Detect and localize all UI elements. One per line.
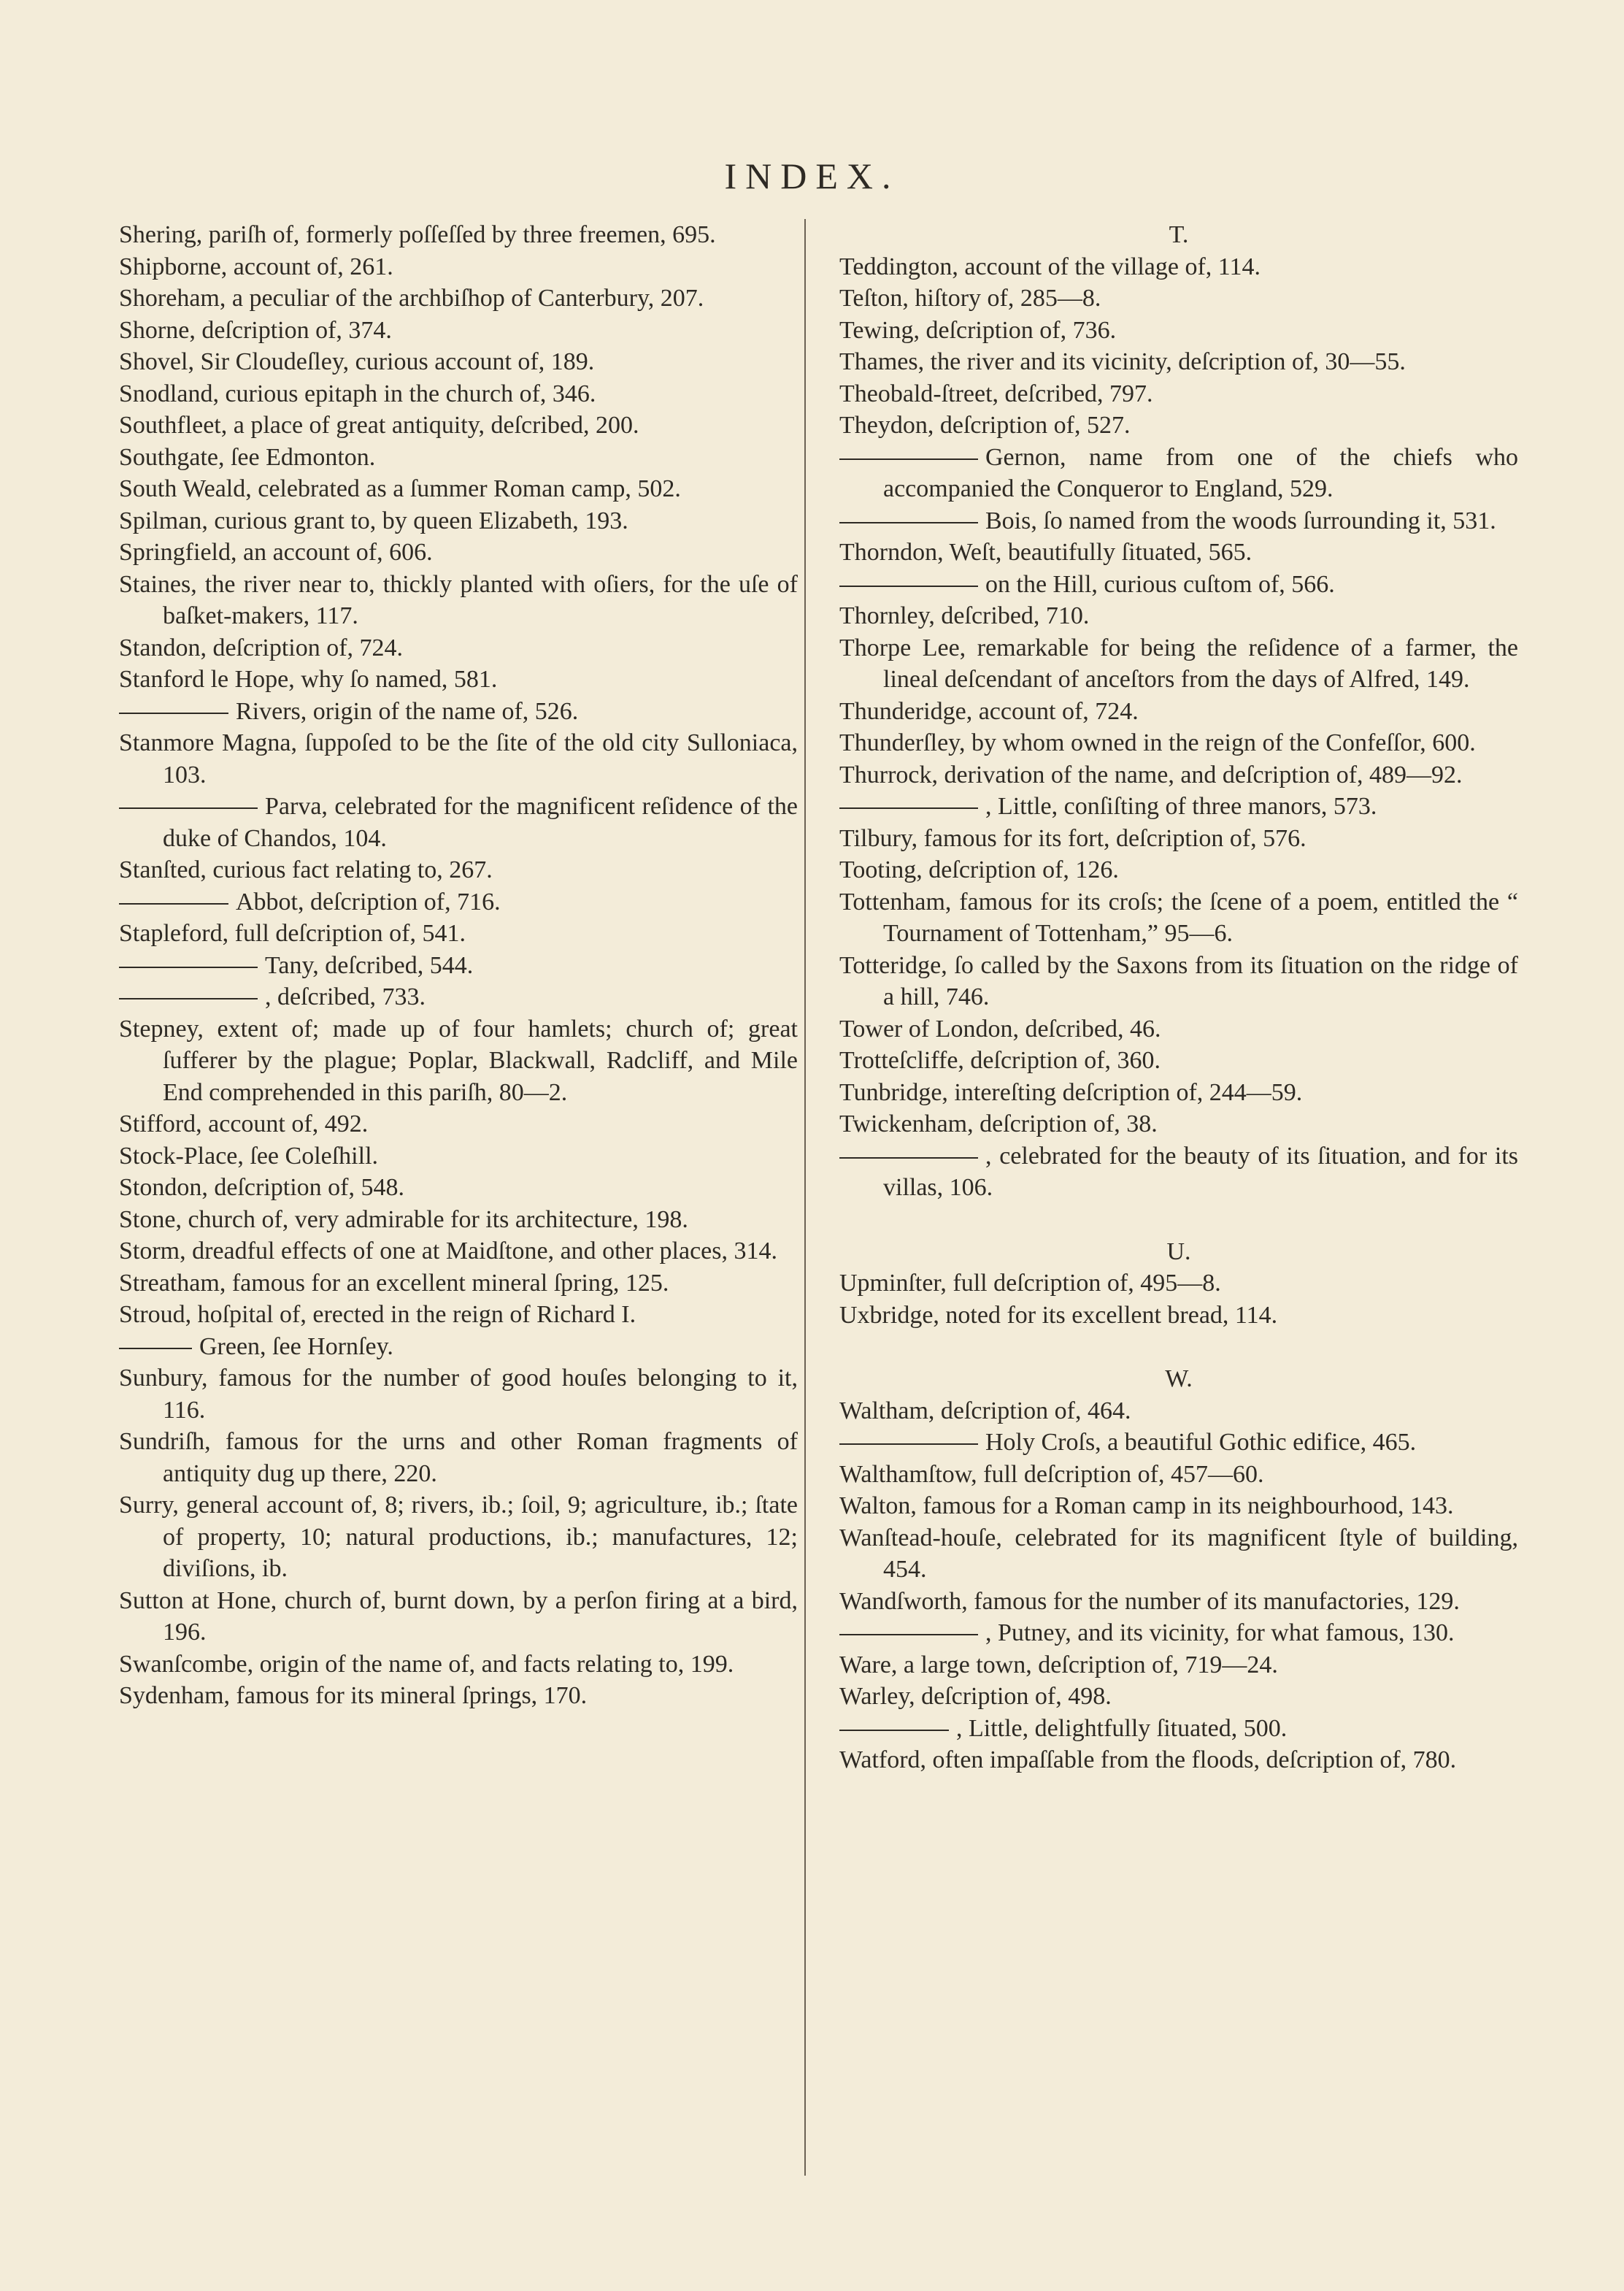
entry-text: Springfield, an account of, 606. bbox=[119, 539, 433, 566]
ditto-dash bbox=[119, 807, 258, 809]
index-entry bbox=[119, 1204, 798, 1236]
section-letter: U. bbox=[1166, 1237, 1191, 1265]
entry-text: Tany, deſcribed, 544. bbox=[265, 951, 474, 979]
index-entry bbox=[839, 1617, 1518, 1649]
entry-text: Abbot, deſcription of, 716. bbox=[236, 888, 501, 916]
entry-text: Stroud, hoſpital of, erected in the reign of Richard I. bbox=[119, 1301, 636, 1328]
entry-text: , deſcribed, 733. bbox=[265, 983, 426, 1010]
index-entry bbox=[839, 283, 1518, 315]
index-entry bbox=[119, 918, 798, 950]
entry-text: Holy Croſs, a beautiful Gothic edifice, 465. bbox=[985, 1429, 1417, 1456]
page-header: INDEX. bbox=[724, 156, 900, 196]
index-entry bbox=[119, 1331, 798, 1363]
index-entry bbox=[119, 346, 798, 378]
index-entry bbox=[119, 1299, 798, 1331]
index-entry bbox=[839, 759, 1518, 791]
index-entry bbox=[839, 823, 1518, 855]
entry-text: Thorndon, Weſt, beautifully ſituated, 565. bbox=[839, 539, 1252, 566]
index-entry bbox=[119, 442, 798, 474]
entry-text: Shorne, deſcription of, 374. bbox=[119, 316, 392, 344]
index-entry bbox=[119, 1140, 798, 1173]
entry-text: Shering, pariſh of, formerly poſſeſſed by three freemen, 695. bbox=[119, 221, 716, 248]
entry-text: Stapleford, full deſcription of, 541. bbox=[119, 920, 466, 947]
entry-text: Theydon, deſcription of, 527. bbox=[839, 412, 1131, 439]
entry-text: Wandſworth, famous for the number of its manufactories, 129. bbox=[839, 1587, 1460, 1615]
ditto-dash bbox=[839, 807, 978, 809]
entry-text: Sundriſh, famous for the urns and other Roman fragments of antiquity dug up there, 220. bbox=[119, 1428, 798, 1487]
index-entry bbox=[839, 1681, 1518, 1713]
index-entry bbox=[839, 1108, 1518, 1140]
section-gap bbox=[839, 1204, 1518, 1236]
index-entry bbox=[119, 537, 798, 569]
entry-text: Teddington, account of the village of, 114. bbox=[839, 253, 1261, 280]
index-entry bbox=[119, 632, 798, 664]
section-letter: T. bbox=[1169, 221, 1189, 248]
index-entry bbox=[839, 1713, 1518, 1745]
entry-text: Walton, famous for a Roman camp in its neighbourhood, 143. bbox=[839, 1492, 1454, 1519]
entry-text: Storm, dreadful effects of one at Maidſtone, and other places, 314. bbox=[119, 1237, 777, 1265]
index-entry bbox=[119, 251, 798, 283]
entry-text: Theobald-ſtreet, deſcribed, 797. bbox=[839, 380, 1153, 407]
index-entry bbox=[119, 283, 798, 315]
index-entry bbox=[119, 219, 798, 251]
entry-text: Stifford, account of, 492. bbox=[119, 1110, 369, 1137]
index-entry bbox=[119, 315, 798, 347]
entry-text: Waltham, deſcription of, 464. bbox=[839, 1397, 1131, 1424]
entry-text: , Little, delightfully ſituated, 500. bbox=[956, 1714, 1288, 1742]
index-entry bbox=[839, 1427, 1518, 1459]
entry-text: Sutton at Hone, church of, burnt down, by a perſon firing at a bird, 196. bbox=[119, 1586, 798, 1646]
index-entry bbox=[839, 600, 1518, 632]
index-entry bbox=[119, 1235, 798, 1267]
index-entry bbox=[119, 1426, 798, 1489]
index-entry bbox=[839, 1140, 1518, 1204]
index-entry bbox=[839, 854, 1518, 886]
index-entry bbox=[119, 1013, 798, 1109]
index-entry bbox=[839, 1744, 1518, 1776]
entry-text: Tottenham, famous for its croſs; the ſcene of a poem, entitled the “ Tournament of Tottenham,” 95—6. bbox=[839, 888, 1518, 947]
index-entry bbox=[119, 378, 798, 410]
entry-text: Swanſcombe, origin of the name of, and facts relating to, 199. bbox=[119, 1650, 734, 1678]
entry-text: Thunderſley, by whom owned in the reign of the Confeſſor, 600. bbox=[839, 729, 1476, 756]
ditto-dash bbox=[839, 522, 978, 523]
entry-text: Ware, a large town, deſcription of, 719—24. bbox=[839, 1651, 1278, 1678]
index-entry bbox=[839, 505, 1518, 537]
entry-text: Tewing, deſcription of, 736. bbox=[839, 316, 1117, 344]
entry-text: , Putney, and its vicinity, for what famous, 130. bbox=[985, 1619, 1455, 1646]
entry-text: Southgate, ſee Edmonton. bbox=[119, 443, 376, 471]
ditto-dash bbox=[839, 458, 978, 460]
index-entry bbox=[839, 442, 1518, 505]
entry-text: Streatham, famous for an excellent mineral ſpring, 125. bbox=[119, 1269, 669, 1297]
entry-text: Thornley, deſcribed, 710. bbox=[839, 602, 1090, 629]
entry-text: Teſton, hiſtory of, 285—8. bbox=[839, 285, 1101, 312]
ditto-dash bbox=[119, 998, 258, 999]
index-entry bbox=[839, 1490, 1518, 1522]
entry-text: Southfleet, a place of great antiquity, deſcribed, 200. bbox=[119, 412, 639, 439]
ditto-dash bbox=[839, 586, 978, 587]
ditto-dash bbox=[119, 903, 228, 905]
entry-text: Rivers, origin of the name of, 526. bbox=[236, 697, 579, 725]
ditto-dash bbox=[119, 713, 228, 714]
entry-text: Tooting, deſcription of, 126. bbox=[839, 856, 1119, 883]
index-entry bbox=[839, 1300, 1518, 1332]
index-entry bbox=[839, 1586, 1518, 1618]
entry-text: Surry, general account of, 8; rivers, ib.; ſoil, 9; agriculture, ib.; ſtate of property, 10; natural productions, ib.; manufactures, 12; diviſions, ib. bbox=[119, 1492, 798, 1582]
index-entry bbox=[839, 537, 1518, 569]
index-entry bbox=[119, 1108, 798, 1140]
index-entry bbox=[119, 473, 798, 505]
entry-text: Parva, celebrated for the magnificent reſidence of the duke of Chandos, 104. bbox=[163, 793, 798, 852]
index-entry bbox=[839, 1459, 1518, 1491]
entry-text: Stanſted, curious fact relating to, 267. bbox=[119, 856, 493, 883]
ditto-dash bbox=[839, 1443, 978, 1445]
entry-text: Thunderidge, account of, 724. bbox=[839, 697, 1139, 725]
entry-text: Stondon, deſcription of, 548. bbox=[119, 1174, 404, 1201]
entry-text: Green, ſee Hornſey. bbox=[199, 1332, 393, 1360]
index-entry bbox=[839, 346, 1518, 378]
entry-text: Sydenham, famous for its mineral ſprings, 170. bbox=[119, 1682, 588, 1709]
index-entry bbox=[839, 950, 1518, 1013]
index-entry bbox=[119, 696, 798, 728]
entry-text: Stock-Place, ſee Coleſhill. bbox=[119, 1142, 379, 1170]
entry-text: Stone, church of, very admirable for its architecture, 198. bbox=[119, 1205, 688, 1233]
entry-text: Totteridge, ſo called by the Saxons from its ſituation on the ridge of a hill, 746. bbox=[839, 951, 1518, 1010]
entry-text: Stepney, extent of; made up of four hamlets; church of; great ſufferer by the plague; Poplar, Blackwall, Radcliff, and Mile End comprehended in this pariſh, 80—2. bbox=[119, 1015, 798, 1106]
index-entry bbox=[839, 886, 1518, 950]
index-entry bbox=[119, 569, 798, 632]
index-entry bbox=[839, 1077, 1518, 1109]
entry-text: Tunbridge, intereſting deſcription of, 244—59. bbox=[839, 1078, 1303, 1106]
index-entry bbox=[839, 1649, 1518, 1681]
index-entry bbox=[839, 791, 1518, 823]
ditto-dash bbox=[119, 1348, 192, 1349]
index-entry bbox=[839, 569, 1518, 601]
entry-text: Shoreham, a peculiar of the archbiſhop of Canterbury, 207. bbox=[119, 285, 704, 312]
index-entry bbox=[119, 727, 798, 791]
entry-text: Tower of London, deſcribed, 46. bbox=[839, 1015, 1161, 1043]
entry-text: Walthamſtow, full deſcription of, 457—60. bbox=[839, 1460, 1264, 1488]
entry-text: Standon, deſcription of, 724. bbox=[119, 634, 404, 661]
section-letter: W. bbox=[1165, 1365, 1193, 1392]
entry-text: Shovel, Sir Cloudeſley, curious account of, 189. bbox=[119, 348, 595, 375]
ditto-dash bbox=[839, 1157, 978, 1159]
index-entry bbox=[119, 505, 798, 537]
entry-text: Thorpe Lee, remarkable for being the reſidence of a farmer, the lineal deſcendant of anceſtors from the days of Alfred, 149. bbox=[839, 634, 1518, 693]
ditto-dash bbox=[839, 1634, 978, 1635]
index-entry bbox=[119, 410, 798, 442]
entry-text: Sunbury, famous for the number of good houſes belonging to it, 116. bbox=[119, 1365, 798, 1424]
index-entry bbox=[839, 378, 1518, 410]
index-entry bbox=[119, 1172, 798, 1204]
entry-text: Gernon, name from one of the chiefs who accompanied the Conqueror to England, 529. bbox=[883, 443, 1518, 502]
entry-text: Tilbury, famous for its fort, deſcription of, 576. bbox=[839, 824, 1306, 852]
index-entry bbox=[839, 1395, 1518, 1427]
index-entry bbox=[119, 1649, 798, 1681]
index-entry bbox=[119, 1489, 798, 1585]
index-entry bbox=[119, 1680, 798, 1712]
column-divider bbox=[804, 219, 806, 2176]
index-entry bbox=[119, 950, 798, 982]
entry-text: Staines, the river near to, thickly planted with oſiers, for the uſe of baſket-makers, 117. bbox=[119, 570, 798, 629]
entry-text: Stanmore Magna, ſuppoſed to be the ſite of the old city Sulloniaca, 103. bbox=[119, 729, 798, 788]
entry-text: Snodland, curious epitaph in the church of, 346. bbox=[119, 380, 596, 407]
index-entry bbox=[839, 727, 1518, 759]
entry-text: South Weald, celebrated as a ſummer Roman camp, 502. bbox=[119, 475, 681, 502]
index-entry bbox=[839, 1522, 1518, 1586]
entry-text: , Little, conſiſting of three manors, 573. bbox=[985, 793, 1377, 820]
entry-text: Stanford le Hope, why ſo named, 581. bbox=[119, 666, 498, 693]
index-entry bbox=[119, 886, 798, 918]
entry-text: Wanſtead-houſe, celebrated for its magnificent ſtyle of building, 454. bbox=[839, 1524, 1518, 1583]
entry-text: Warley, deſcription of, 498. bbox=[839, 1683, 1112, 1710]
index-entry bbox=[839, 632, 1518, 696]
index-entry bbox=[839, 1045, 1518, 1077]
index-entry bbox=[839, 410, 1518, 442]
index-entry bbox=[119, 1267, 798, 1300]
index-entry bbox=[119, 981, 798, 1013]
entry-text: Upminſter, full deſcription of, 495—8. bbox=[839, 1270, 1221, 1297]
index-entry bbox=[119, 854, 798, 886]
entry-text: , celebrated for the beauty of its ſituation, and for its villas, 106. bbox=[883, 1142, 1518, 1201]
index-entry bbox=[119, 1362, 798, 1426]
ditto-dash bbox=[119, 967, 258, 968]
entry-text: Spilman, curious grant to, by queen Elizabeth, 193. bbox=[119, 507, 628, 534]
index-column-right bbox=[839, 219, 1518, 1776]
index-entry bbox=[839, 696, 1518, 728]
index-entry bbox=[119, 791, 798, 854]
index-entry bbox=[119, 664, 798, 696]
entry-text: Thurrock, derivation of the name, and deſcription of, 489—92. bbox=[839, 761, 1463, 788]
index-entry bbox=[839, 251, 1518, 283]
entry-text: Watford, often impaſſable from the floods, deſcription of, 780. bbox=[839, 1746, 1457, 1773]
entry-text: on the Hill, curious cuſtom of, 566. bbox=[985, 570, 1335, 598]
entry-text: Twickenham, deſcription of, 38. bbox=[839, 1110, 1158, 1137]
entry-text: Bois, ſo named from the woods ſurrounding it, 531. bbox=[985, 507, 1496, 534]
ditto-dash bbox=[839, 1730, 949, 1731]
section-gap bbox=[839, 1331, 1518, 1363]
index-entry bbox=[839, 315, 1518, 347]
index-entry bbox=[839, 1267, 1518, 1300]
entry-text: Trotteſcliffe, deſcription of, 360. bbox=[839, 1047, 1161, 1074]
index-entry bbox=[839, 1013, 1518, 1045]
entry-text: Shipborne, account of, 261. bbox=[119, 253, 393, 280]
entry-text: Thames, the river and its vicinity, deſcription of, 30—55. bbox=[839, 348, 1406, 375]
entry-text: Uxbridge, noted for its excellent bread, 114. bbox=[839, 1301, 1278, 1329]
index-column-left bbox=[119, 219, 798, 1712]
index-entry bbox=[119, 1585, 798, 1649]
